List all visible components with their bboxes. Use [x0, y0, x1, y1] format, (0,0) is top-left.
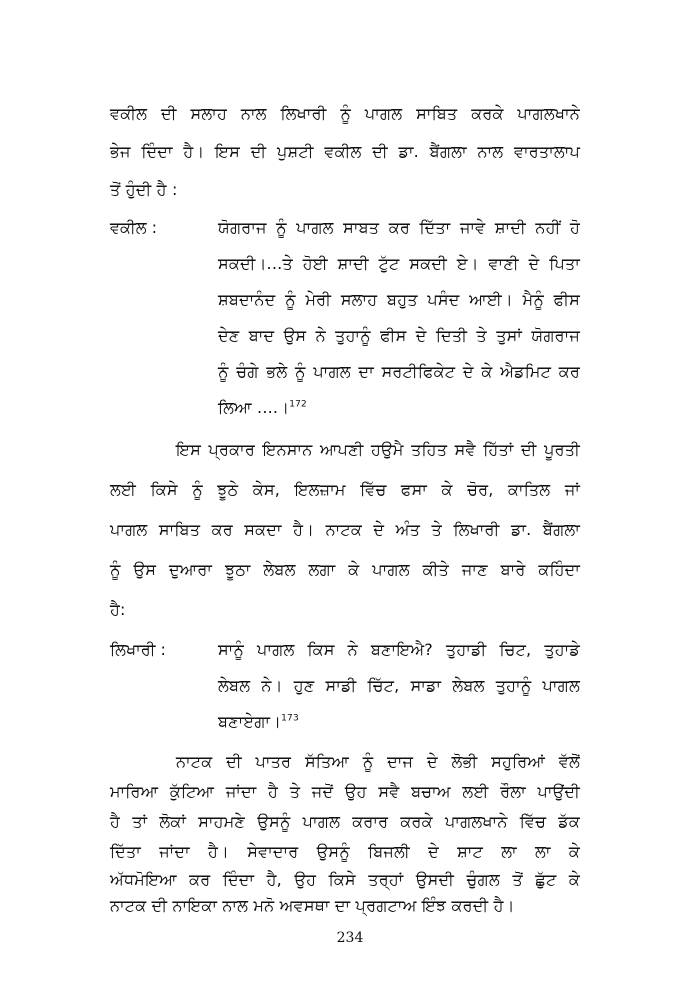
- footnote-marker-173: 173: [281, 713, 299, 724]
- dialogue-2-last-text: ਬਣਾਏਗਾ।: [218, 712, 282, 731]
- dialogue-1-line-4: ਦੇਣ ਬਾਦ ਉਸ ਨੇ ਤੁਹਾਨੂੰ ਫੀਸ ਦੇ ਦਿਤੀ ਤੇ ਤੁਸਾਂ ਯੋਗਰਾਜ: [218, 326, 580, 345]
- paragraph-2-line-5: ਹੈ:: [110, 600, 126, 619]
- dialogue-1-last-line: [218, 398, 307, 418]
- paragraph-3-line-2: ਮਾਰਿਆ ਕੁੱਟਿਆ ਜਾਂਦਾ ਹੈ ਤੇ ਜਦੋਂ ਉਹ ਸਵੈ ਬਚਾਅ ਲਈ ਰੌਲਾ ਪਾਉਂਦੀ: [110, 782, 580, 801]
- paragraph-3-line-6: ਨਾਟਕ ਦੀ ਨਾਇਕਾ ਨਾਲ ਮਨੋ ਅਵਸਥਾ ਦਾ ਪ੍ਰਗਟਾਅ ਇੰਝ ਕਰਦੀ ਹੈ।: [110, 896, 515, 915]
- paragraph-1-line-3: ਤੋਂ ਹੁੰਦੀ ਹੈ :: [110, 180, 178, 199]
- footnote-marker-172: 172: [289, 399, 307, 410]
- paragraph-3-line-4: ਦਿੱਤਾ ਜਾਂਦਾ ਹੈ। ਸੇਵਾਦਾਰ ਉਸਨੂੰ ਬਿਜਲੀ ਦੇ ਸ਼ਾਟ ਲਾ ਲਾ ਕੇ: [110, 842, 580, 861]
- dialogue-1-line-2: ਸਕਦੀ।...ਤੇ ਹੋਈ ਸ਼ਾਦੀ ਟੁੱਟ ਸਕਦੀ ਏ। ਵਾਣੀ ਦੇ ਪਿਤਾ: [218, 254, 580, 273]
- paragraph-2-line-2: ਲਈ ਕਿਸੇ ਨੂੰ ਝੂਠੇ ਕੇਸ, ਇਲਜ਼ਾਮ ਵਿੱਚ ਫਸਾ ਕੇ ਚੋਰ, ਕਾਤਿਲ ਜਾਂ: [110, 480, 580, 499]
- page-number: 234: [336, 930, 364, 946]
- paragraph-2-line-4: ਨੂੰ ਉਸ ਦੁਆਰਾ ਝੂਠਾ ਲੇਬਲ ਲਗਾ ਕੇ ਪਾਗਲ ਕੀਤੇ ਜਾਣ ਬਾਰੇ ਕਹਿੰਦਾ: [110, 560, 580, 579]
- speaker-lawyer: ਵਕੀਲ :: [110, 218, 158, 237]
- paragraph-3-line-1: ਨਾਟਕ ਦੀ ਪਾਤਰ ਸੱਤਿਆ ਨੂੰ ਦਾਜ ਦੇ ਲੋਭੀ ਸਹੁਰਿਆਂ ਵੱਲੋਂ: [176, 752, 580, 771]
- dialogue-2-last-line: [218, 712, 299, 732]
- dialogue-1-line-1: ਯੋਗਰਾਜ ਨੂੰ ਪਾਗਲ ਸਾਬਤ ਕਰ ਦਿੱਤਾ ਜਾਵੇ ਸ਼ਾਦੀ ਨਹੀਂ ਹੋ: [218, 218, 580, 237]
- dialogue-1-last-text: ਲਿਆ ....।: [218, 398, 290, 417]
- paragraph-3-line-5: ਅੱਧਮੋਇਆ ਕਰ ਦਿੰਦਾ ਹੈ, ਉਹ ਕਿਸੇ ਤਰ੍ਹਾਂ ਉਸਦੀ ਚੁੰਗਲ ਤੋਂ ਛੁੱਟ ਕੇ: [110, 870, 580, 889]
- dialogue-1-line-3: ਸ਼ਬਦਾਨੰਦ ਨੂੰ ਮੇਰੀ ਸਲਾਹ ਬਹੁਤ ਪਸੰਦ ਆਈ। ਮੈਨੂੰ ਫੀਸ: [218, 290, 580, 309]
- paragraph-2-line-3: ਪਾਗਲ ਸਾਬਿਤ ਕਰ ਸਕਦਾ ਹੈ। ਨਾਟਕ ਦੇ ਅੰਤ ਤੇ ਲਿਖਾਰੀ ਡਾ. ਬੈਂਗਲਾ: [110, 520, 580, 539]
- dialogue-2-line-2: ਲੇਬਲ ਨੇ। ਹੁਣ ਸਾਡੀ ਚਿੱਟ, ਸਾਡਾ ਲੇਬਲ ਤੁਹਾਨੂੰ ਪਾਗਲ: [218, 676, 580, 695]
- paragraph-1-line-2: ਭੇਜ ਦਿੰਦਾ ਹੈ। ਇਸ ਦੀ ਪੁਸ਼ਟੀ ਵਕੀਲ ਦੀ ਡਾ. ਬੈਂਗਲਾ ਨਾਲ ਵਾਰਤਾਲਾਪ: [110, 142, 580, 161]
- speaker-writer: ਲਿਖਾਰੀ :: [110, 640, 166, 659]
- paragraph-2-line-1: ਇਸ ਪ੍ਰਕਾਰ ਇਨਸਾਨ ਆਪਣੀ ਹਉਮੈ ਤਹਿਤ ਸਵੈ ਹਿੱਤਾਂ ਦੀ ਪੂਰਤੀ: [176, 440, 580, 459]
- paragraph-3-line-3: ਹੈ ਤਾਂ ਲੋਕਾਂ ਸਾਹਮਣੇ ਉਸਨੂੰ ਪਾਗਲ ਕਰਾਰ ਕਰਕੇ ਪਾਗਲਖਾਨੇ ਵਿੱਚ ਡੱਕ: [110, 812, 580, 831]
- dialogue-2-line-1: ਸਾਨੂੰ ਪਾਗਲ ਕਿਸ ਨੇ ਬਣਾਇਐ? ਤੁਹਾਡੀ ਚਿਟ, ਤੁਹਾਡੇ: [218, 640, 580, 659]
- dialogue-1-line-5: ਨੂੰ ਚੰਗੇ ਭਲੇ ਨੂੰ ਪਾਗਲ ਦਾ ਸਰਟੀਫਿਕੇਟ ਦੇ ਕੇ ਐਡਮਿਟ ਕਰ: [218, 362, 580, 381]
- paragraph-1-line-1: ਵਕੀਲ ਦੀ ਸਲਾਹ ਨਾਲ ਲਿਖਾਰੀ ਨੂੰ ਪਾਗਲ ਸਾਬਿਤ ਕਰਕੇ ਪਾਗਲਖਾਨੇ: [110, 104, 580, 123]
